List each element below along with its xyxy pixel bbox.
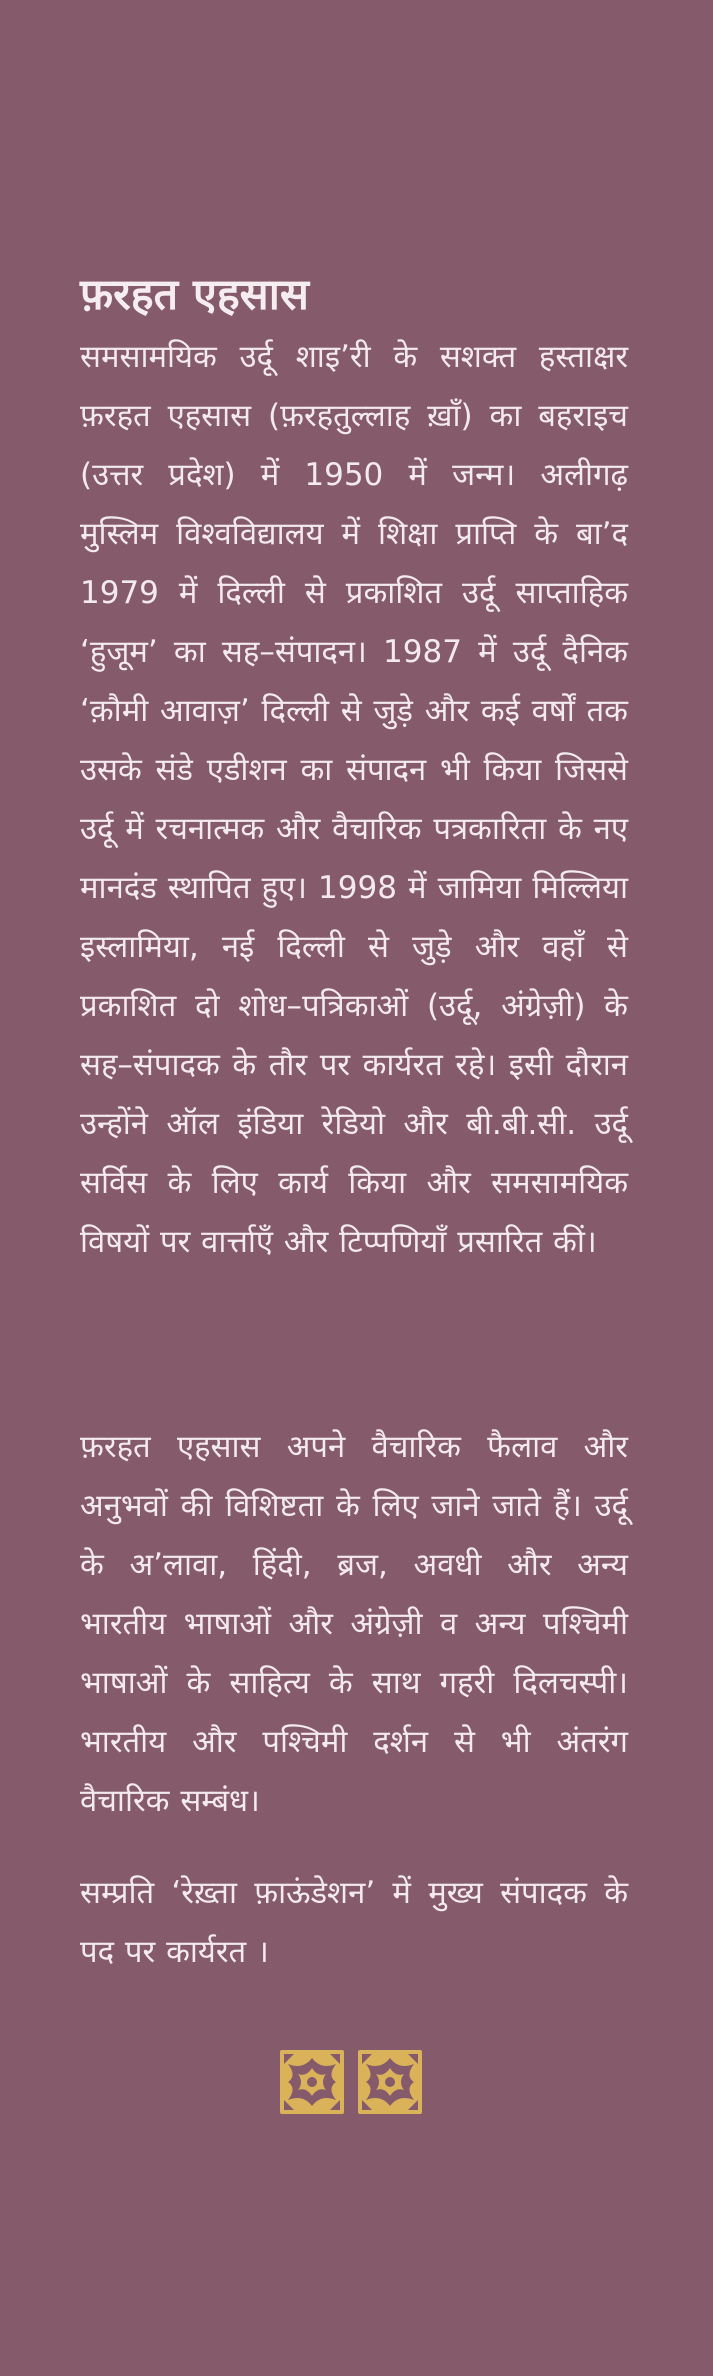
bio-paragraph-2: फ़रहत एहसास अपने वैचारिक फैलाव और अनुभवों की विशिष्टता के लिए जाने जाते हैं। उर्दू के अ’लावा, हिंदी, ब्रज, अवधी और अन्य भारतीय भाषाओं और अंग्रेज़ी व अन्य पश्चिमी भाषाओं के साहित्य के साथ गहरी दिलचस्पी। भारतीय और पश्चिमी दर्शन से भी अंतरंग वैचारिक सम्बंध।	[80, 1429, 628, 1819]
author-name-heading: फ़रहत एहसास	[80, 269, 309, 320]
floral-ornament	[280, 2050, 430, 2114]
floral-motif-icon	[358, 2050, 422, 2114]
bio-paragraph-3: सम्प्रति ‘रेख़्ता फ़ाऊंडेशन’ में मुख्य संपादक के पद पर कार्यरत ।	[80, 1875, 628, 1970]
bio-paragraph-1: समसामयिक उर्दू शाइ’री के सशक्त हस्ताक्षर फ़रहत एहसास (फ़रहतुल्लाह ख़ाँ) का बहराइच (उत्तर प्रदेश) में 1950 में जन्म। अलीगढ़ मुस्लिम विश्वविद्यालय में शिक्षा प्राप्ति के बा’द 1979 में दिल्ली से प्रकाशित उर्दू साप्ताहिक ‘हुजूम’ का सह–संपादन। 1987 में उर्दू दैनिक ‘क़ौमी आवाज़’ दिल्ली से जुड़े और कई वर्षों तक उसके संडे एडीशन का संपादन भी किया जिससे उर्दू में रचनात्मक और वैचारिक पत्रकारिता के नए मानदंड स्थापित हुए। 1998 में जामिया मिल्लिया इस्लामिया, नई दिल्ली से जुड़े और वहाँ से प्रकाशित दो शोध–पत्रिकाओं (उर्दू, अंग्रेज़ी) के सह–संपादक के तौर पर कार्यरत रहे। इसी दौरान उन्होंने ऑल इंडिया रेडियो और बी.बी.सी. उर्दू सर्विस के लिए कार्य किया और समसामयिक विषयों पर वार्त्ताएँ और टिप्पणियाँ प्रसारित कीं।	[80, 339, 628, 1260]
floral-motif-icon	[280, 2050, 344, 2114]
